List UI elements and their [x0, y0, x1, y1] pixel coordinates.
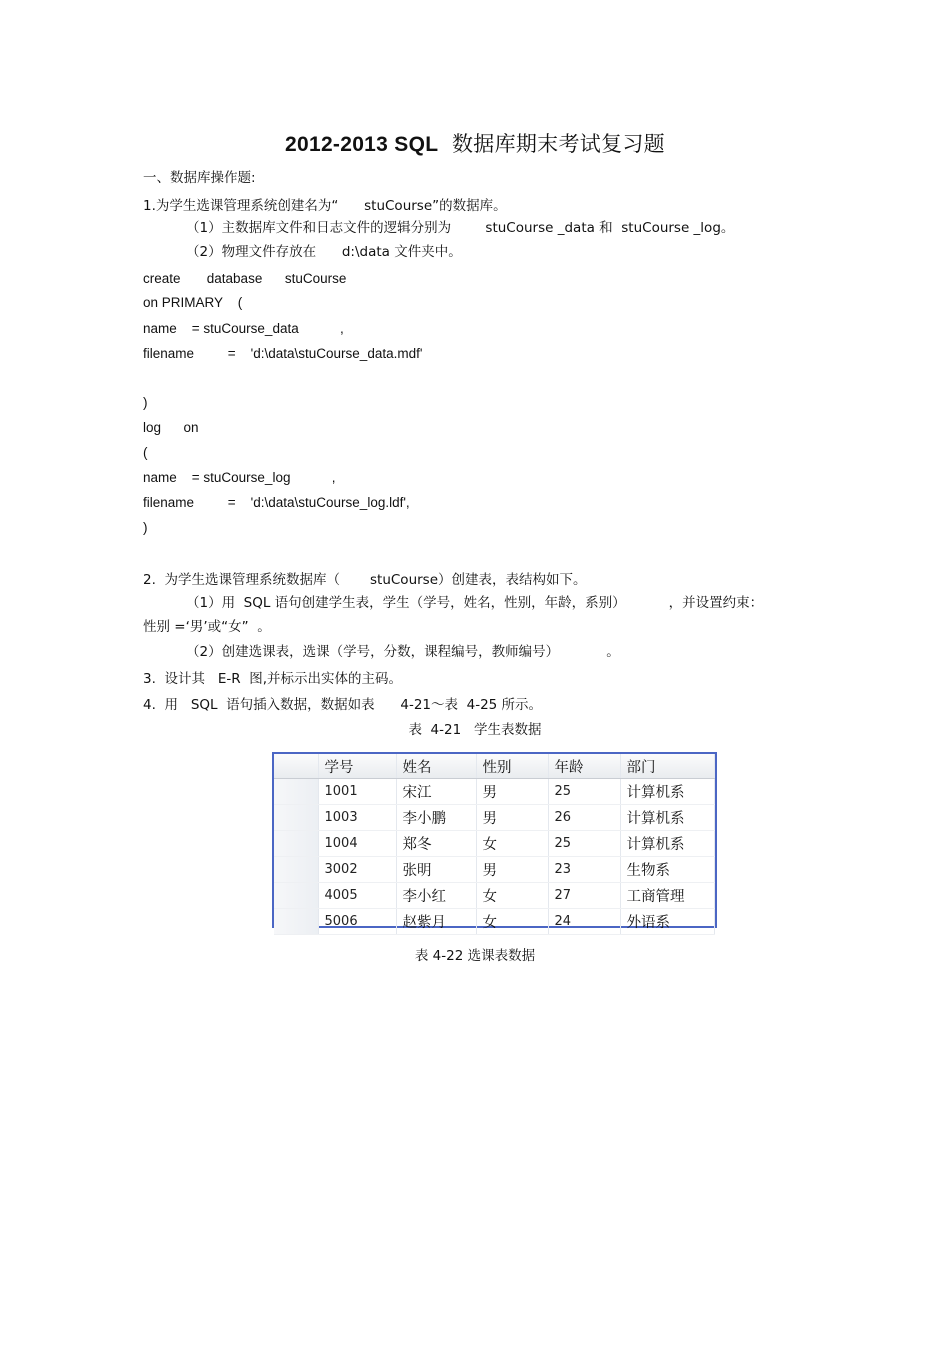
table-row	[274, 909, 715, 935]
table-cell: 李小鹏	[396, 805, 476, 831]
column-header: 性别	[476, 754, 548, 779]
section-heading: 一、数据库操作题:	[143, 170, 256, 186]
row-selector-header	[274, 754, 318, 779]
table-cell: 外语系	[620, 909, 715, 935]
table-cell: 计算机系	[620, 805, 715, 831]
table-cell: 4005	[318, 883, 396, 909]
table-cell: 宋江	[396, 779, 476, 805]
question-1-sub-1: （1）主数据库文件和日志文件的逻辑分别为 stuCourse _data 和 stuCourse _log。	[186, 220, 735, 236]
column-header: 姓名	[396, 754, 476, 779]
table-row	[274, 779, 715, 805]
row-selector	[274, 883, 318, 909]
title-zh: 数据库期末考试复习题	[451, 132, 665, 156]
table-cell: 女	[476, 831, 548, 857]
table-cell: 24	[548, 909, 620, 935]
table-cell: 生物系	[620, 857, 715, 883]
code-line: filename = 'd:\data\stuCourse_log.ldf',	[143, 495, 410, 510]
code-line: )	[143, 395, 148, 410]
row-selector	[274, 857, 318, 883]
question-1: 1.为学生选课管理系统创建名为“ stuCourse”的数据库。	[143, 198, 507, 214]
row-selector	[274, 805, 318, 831]
code-line: name = stuCourse_log ,	[143, 470, 336, 485]
table-cell: 25	[548, 831, 620, 857]
title-en: 2012-2013 SQL	[285, 133, 439, 156]
table-cell: 男	[476, 857, 548, 883]
table-cell: 1001	[318, 779, 396, 805]
table-cell: 郑冬	[396, 831, 476, 857]
row-selector	[274, 779, 318, 805]
table-cell: 计算机系	[620, 831, 715, 857]
table-cell: 张明	[396, 857, 476, 883]
row-selector	[274, 909, 318, 935]
table-cell: 女	[476, 909, 548, 935]
table-cell: 李小红	[396, 883, 476, 909]
table-cell: 1004	[318, 831, 396, 857]
column-header: 学号	[318, 754, 396, 779]
question-3: 3. 设计其 E-R 图,并标示出实体的主码。	[143, 671, 402, 687]
table-row	[274, 805, 715, 831]
column-header: 部门	[620, 754, 715, 779]
table-cell: 计算机系	[620, 779, 715, 805]
student-table	[272, 752, 717, 931]
table-4-22-caption: 表 4-22 选课表数据	[414, 948, 536, 964]
table-cell: 工商管理	[620, 883, 715, 909]
code-line: log on	[143, 420, 199, 435]
table-cell: 赵紫月	[396, 909, 476, 935]
table-cell: 女	[476, 883, 548, 909]
question-1-sub-2: （2）物理文件存放在 d:\data 文件夹中。	[186, 244, 462, 260]
table-row	[274, 883, 715, 909]
question-2-sub-1-cont: 性别 =‘男’或“女” 。	[143, 619, 271, 635]
code-line: (	[143, 445, 148, 460]
code-line: filename = 'd:\data\stuCourse_data.mdf'	[143, 346, 423, 361]
code-line: create database stuCourse	[143, 271, 347, 286]
question-4: 4. 用 SQL 语句插入数据，数据如表 4-21～表 4-25 所示。	[143, 697, 543, 713]
table-cell: 25	[548, 779, 620, 805]
table-cell: 3002	[318, 857, 396, 883]
code-line: name = stuCourse_data ,	[143, 321, 344, 336]
page-title	[0, 128, 950, 158]
table-cell: 23	[548, 857, 620, 883]
question-2-sub-2: （2）创建选课表，选课（学号，分数，课程编号，教师编号） 。	[186, 644, 620, 660]
column-header: 年龄	[548, 754, 620, 779]
table-cell: 27	[548, 883, 620, 909]
table-row	[274, 831, 715, 857]
question-2: 2. 为学生选课管理系统数据库（ stuCourse）创建表，表结构如下。	[143, 572, 587, 588]
row-selector	[274, 831, 318, 857]
table-4-21-caption: 表 4-21 学生表数据	[408, 722, 542, 738]
question-2-sub-1: （1）用 SQL 语句创建学生表，学生（学号，姓名，性别，年龄，系别） ，并设置约束：	[186, 595, 764, 611]
table-cell: 男	[476, 779, 548, 805]
code-line: on PRIMARY (	[143, 295, 243, 310]
code-line: )	[143, 520, 148, 535]
table-cell: 5006	[318, 909, 396, 935]
table-cell: 26	[548, 805, 620, 831]
table-header-row	[274, 754, 715, 779]
table-cell: 1003	[318, 805, 396, 831]
table-row	[274, 857, 715, 883]
table-cell: 男	[476, 805, 548, 831]
